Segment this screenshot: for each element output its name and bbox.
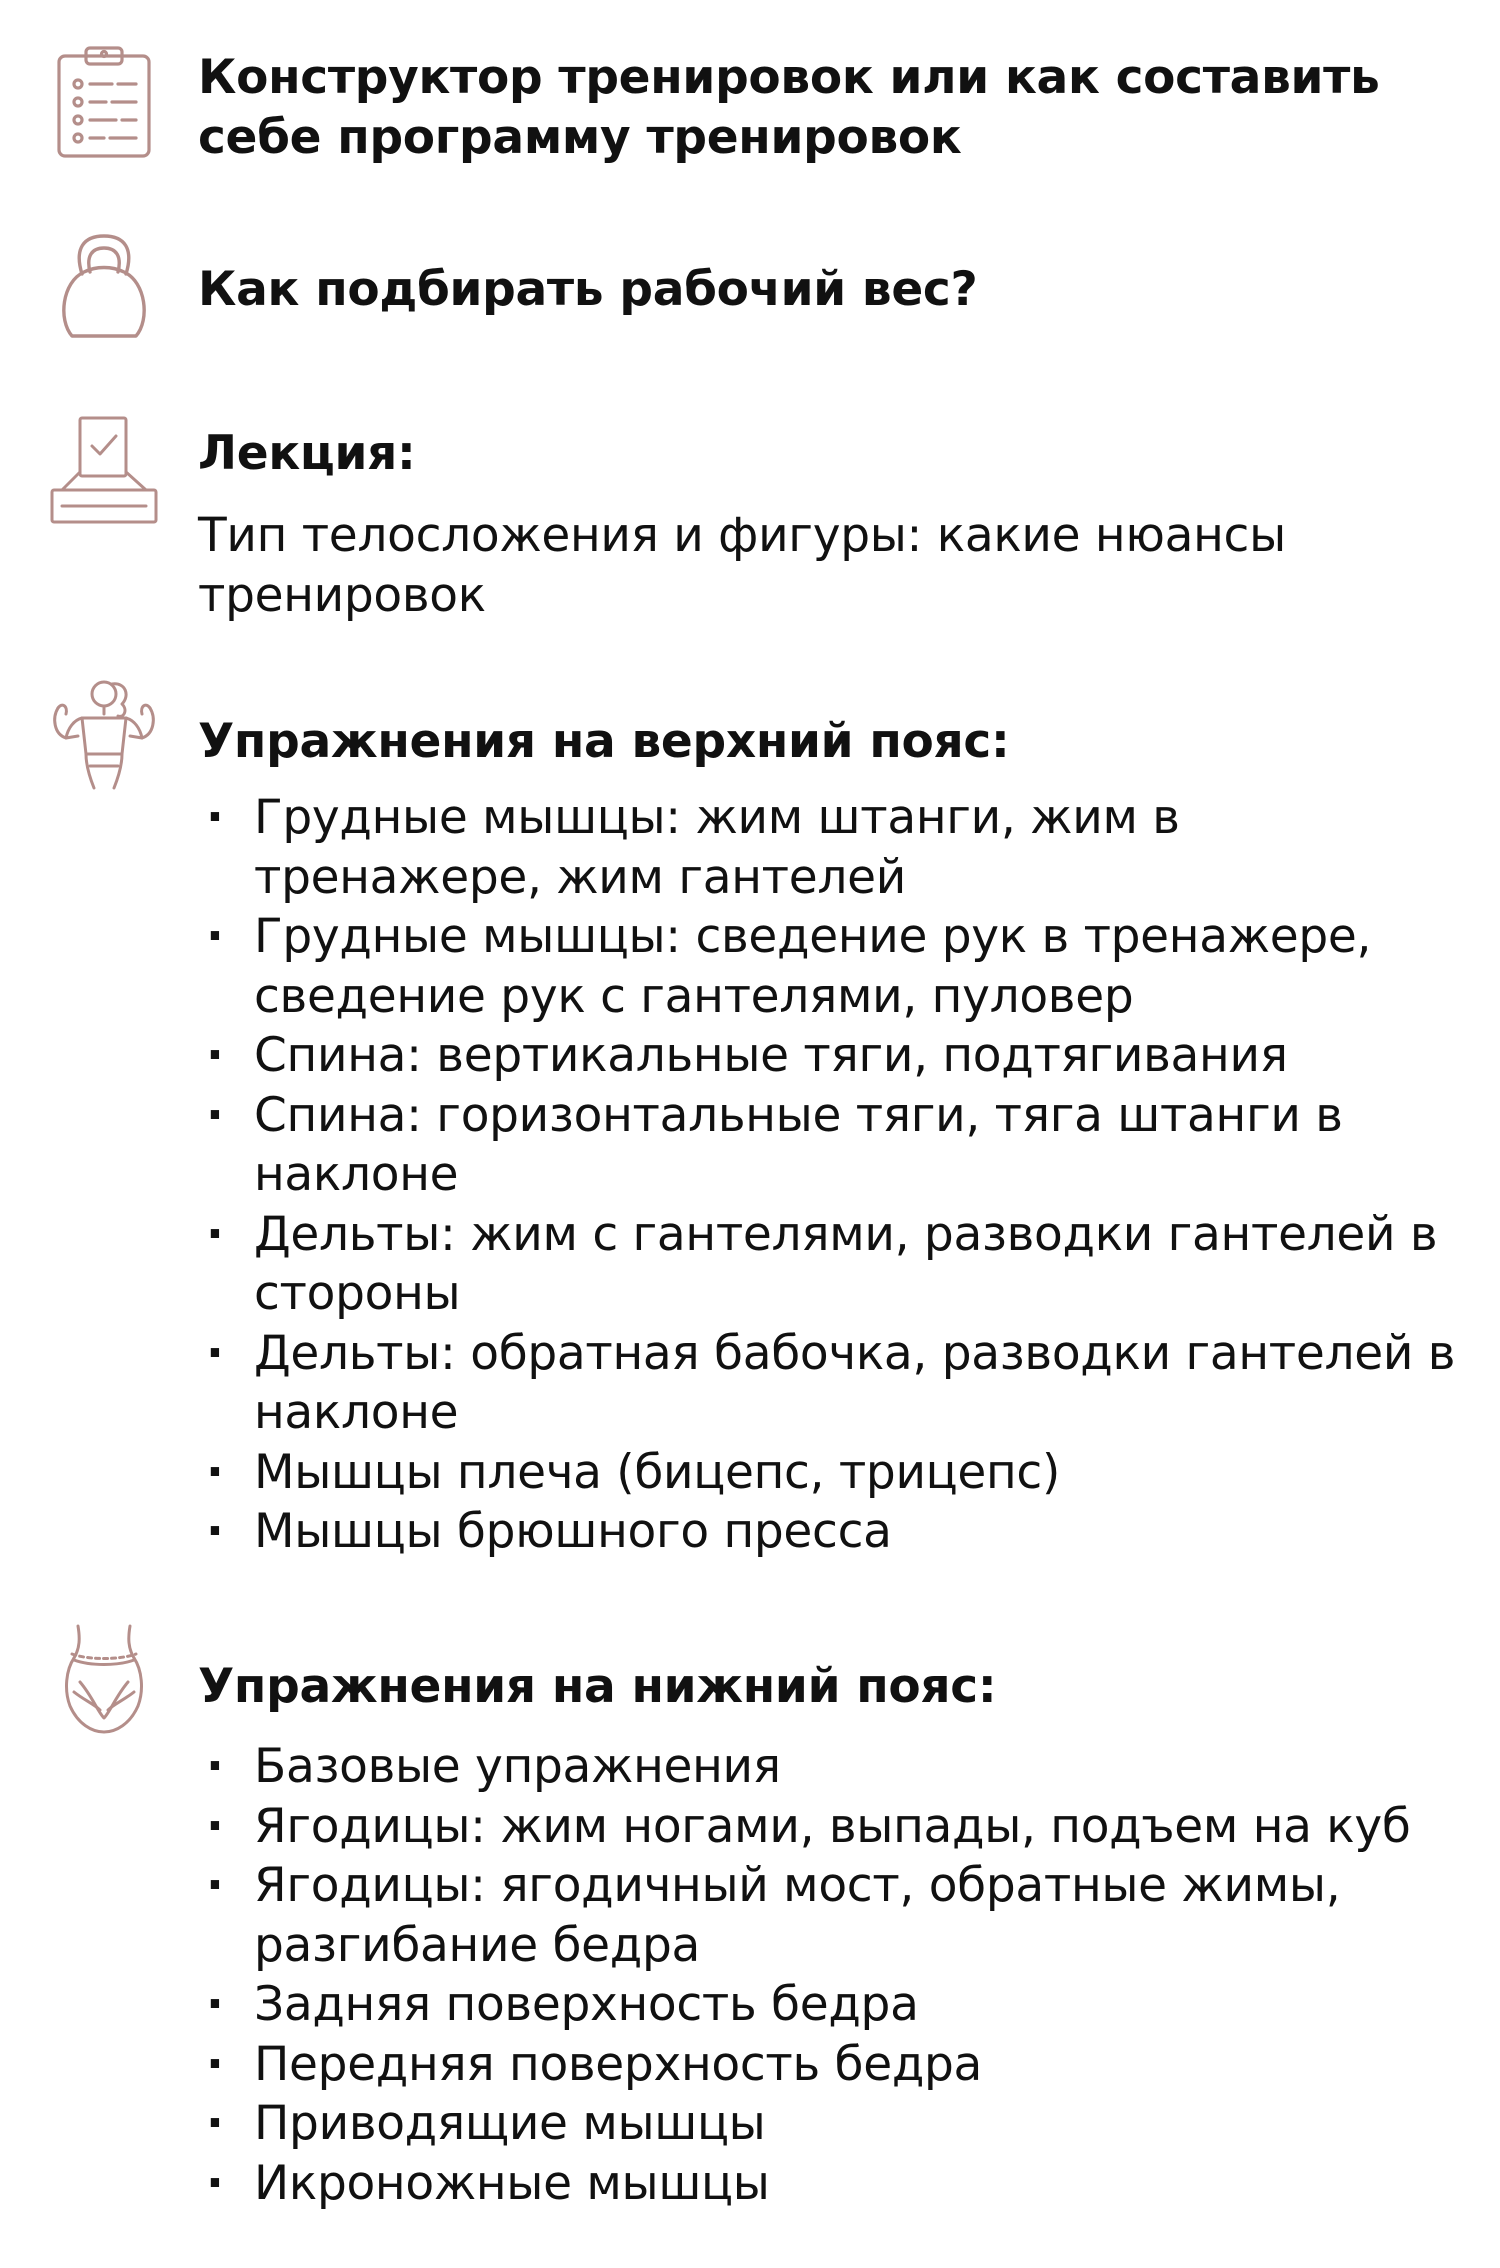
bullet-icon: · xyxy=(206,1739,224,1794)
bullet-icon: · xyxy=(206,1444,224,1500)
list-item: · Икроножные мышцы xyxy=(198,2154,1458,2214)
lecture-topic: Тип телосложения и фигуры: какие нюансы тренировок xyxy=(198,508,1286,623)
list-item: · Грудные мышцы: жим штанги, жим в тренажере, жим гантелей xyxy=(206,790,1180,905)
clipboard-checklist-icon xyxy=(44,42,164,162)
bullet-icon: · xyxy=(206,2155,224,2211)
section-title: Упражнения на верхний пояс: xyxy=(198,714,1010,769)
bullet-icon: · xyxy=(206,1977,224,2032)
list-item: · Задняя поверхность бедра xyxy=(198,1975,1458,2035)
section-title: Упражнения на нижний пояс: xyxy=(198,1659,997,1714)
bullet-icon: · xyxy=(206,1798,224,1854)
section-title: Конструктор тренировок или как составить себе программу тренировок xyxy=(198,50,1380,165)
section-title: Как подбирать рабочий вес? xyxy=(198,262,978,317)
bullet-icon: · xyxy=(206,1028,224,1083)
lower-body-list xyxy=(198,1737,1458,2213)
list-item: · Ягодицы: ягодичный мост, обратные жимы, разгибание бедра xyxy=(206,1858,1341,1973)
ballot-box-check-icon xyxy=(44,410,164,530)
section-title: Лекция: xyxy=(198,426,416,481)
upper-body-list xyxy=(198,788,1458,1562)
list-item: · Базовые упражнения xyxy=(198,1737,1458,1797)
bullet-icon: · xyxy=(206,2036,224,2092)
list-item: · Ягодицы: жим ногами, выпады, подъем на куб xyxy=(198,1797,1458,1857)
list-item: · Спина: вертикальные тяги, подтягивания xyxy=(198,1026,1458,1086)
list-item: · Мышцы брюшного пресса xyxy=(198,1502,1458,1562)
kettlebell-icon xyxy=(44,228,164,348)
list-item: · Дельты: обратная бабочка, разводки гантелей в наклоне xyxy=(206,1325,1456,1440)
bullet-icon: · xyxy=(206,1858,224,1913)
bullet-icon: · xyxy=(206,1087,224,1143)
woman-flexing-icon xyxy=(44,674,164,794)
list-item: · Спина: горизонтальные тяги, тяга штанги в наклоне xyxy=(206,1087,1343,1202)
list-item: · Мышцы плеча (бицепс, трицепс) xyxy=(198,1443,1458,1503)
bullet-icon: · xyxy=(206,790,224,845)
bullet-icon: · xyxy=(206,1504,224,1559)
hips-measuring-tape-icon xyxy=(44,1620,164,1740)
list-item: · Передняя поверхность бедра xyxy=(198,2035,1458,2095)
bullet-icon: · xyxy=(206,1206,224,1262)
bullet-icon: · xyxy=(206,909,224,964)
list-item: · Дельты: жим с гантелями, разводки гантелей в стороны xyxy=(206,1206,1438,1321)
list-item: · Приводящие мышцы xyxy=(198,2094,1458,2154)
bullet-icon: · xyxy=(206,2096,224,2151)
list-item: · Грудные мышцы: сведение рук в тренажере, сведение рук с гантелями, пуловер xyxy=(206,909,1372,1024)
bullet-icon: · xyxy=(206,1325,224,1381)
